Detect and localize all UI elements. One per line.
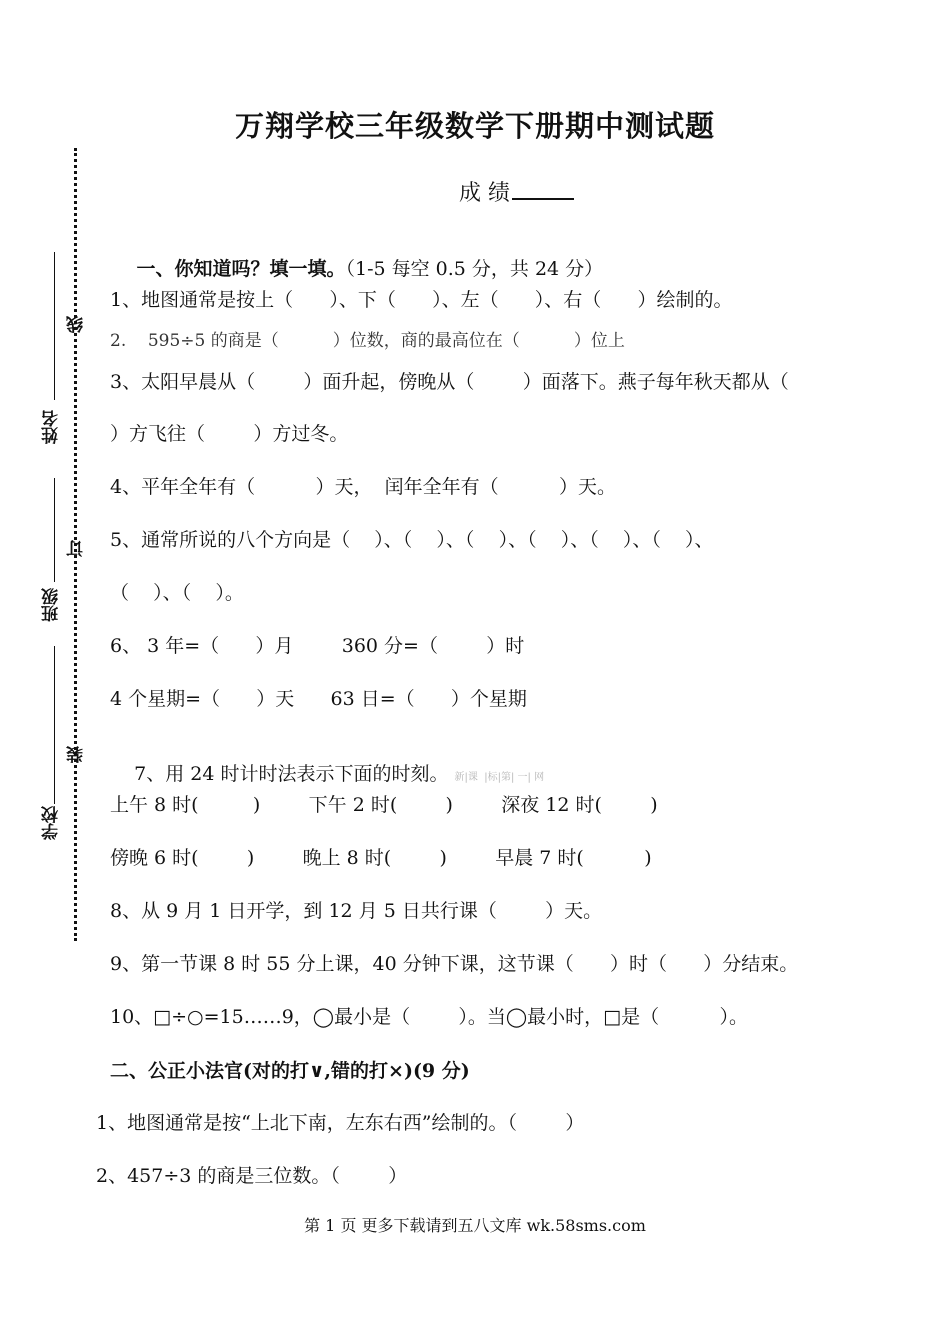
question-1-10: 10、□÷○=15……9，◯最小是（ ）。当◯最小时，□是（ ）。 [110,1006,749,1028]
section2-heading: 二、公正小法官(对的打∨,错的打×)(9 分) [110,1060,470,1082]
watermark-text: 新|课 |标|第| 一| 网 [454,772,545,783]
question-1-7-row2: 傍晚 6 时( ) 晚上 8 时( ) 早晨 7 时( ) [110,847,652,869]
school-label: 学校 [42,806,62,840]
score-label: 成 绩 [459,181,510,206]
binding-mark-bind: 订 [67,540,87,557]
question-1-3a: 3、太阳早晨从（ ）面升起，傍晚从（ ）面落下。燕子每年秋天都从（ [110,371,789,393]
section1-heading: 一、你知道吗？填一填。 [136,258,346,280]
question-1-6a: 6、 3 年=（ ）月 360 分=（ ）时 [110,635,525,657]
question-1-7-row1: 上午 8 时( ) 下午 2 时( ) 深夜 12 时( ) [110,794,658,816]
question-1-4: 4、平年全年有（ ）天， 闰年全年有（ ）天。 [110,476,616,498]
name-label: 姓名 [42,410,62,444]
question-1-2: 2. 595÷5 的商是（ ）位数，商的最高位在（ ）位上 [110,331,625,351]
section1-points: （1-5 每空 0.5 分，共 24 分） [345,258,604,280]
score-blank[interactable] [512,176,574,200]
class-blank-line [54,478,55,582]
question-1-5b: （ ）、（ ）。 [110,582,244,604]
question-1-5a: 5、通常所说的八个方向是（ ）、（ ）、（ ）、（ ）、（ ）、（ ）、 [110,529,714,551]
page-title: 万翔学校三年级数学下册期中测试题 [234,109,715,143]
question-2-2: 2、457÷3 的商是三位数。（ ） [96,1165,408,1187]
binding-mark-install: 装 [67,746,87,763]
question-1-8: 8、从 9 月 1 日开学，到 12 月 5 日共行课（ ）天。 [110,900,603,922]
class-label: 班级 [42,588,62,622]
question-1-3b: ）方飞往（ ）方过冬。 [110,423,349,445]
school-blank-line [54,646,55,804]
page-footer: 第 1 页 更多下载请到五八文库 wk.58sms.com [304,1216,646,1235]
question-1-9: 9、第一节课 8 时 55 分上课，40 分钟下课，这节课（ ）时（ ）分结束。 [110,953,799,975]
name-blank-line [54,252,55,400]
question-1-6b: 4 个星期=（ ）天 63 日=（ ）个星期 [110,688,527,710]
question-1-1: 1、地图通常是按上（ ）、下（ ）、左（ ）、右（ ）绘制的。 [110,289,733,311]
question-1-7: 7、用 24 时计时法表示下面的时刻。 [134,763,449,785]
question-2-1: 1、地图通常是按“上北下南，左东右西”绘制的。（ ） [96,1112,585,1134]
binding-mark-line: 线 [67,316,87,333]
score-field [459,176,574,207]
